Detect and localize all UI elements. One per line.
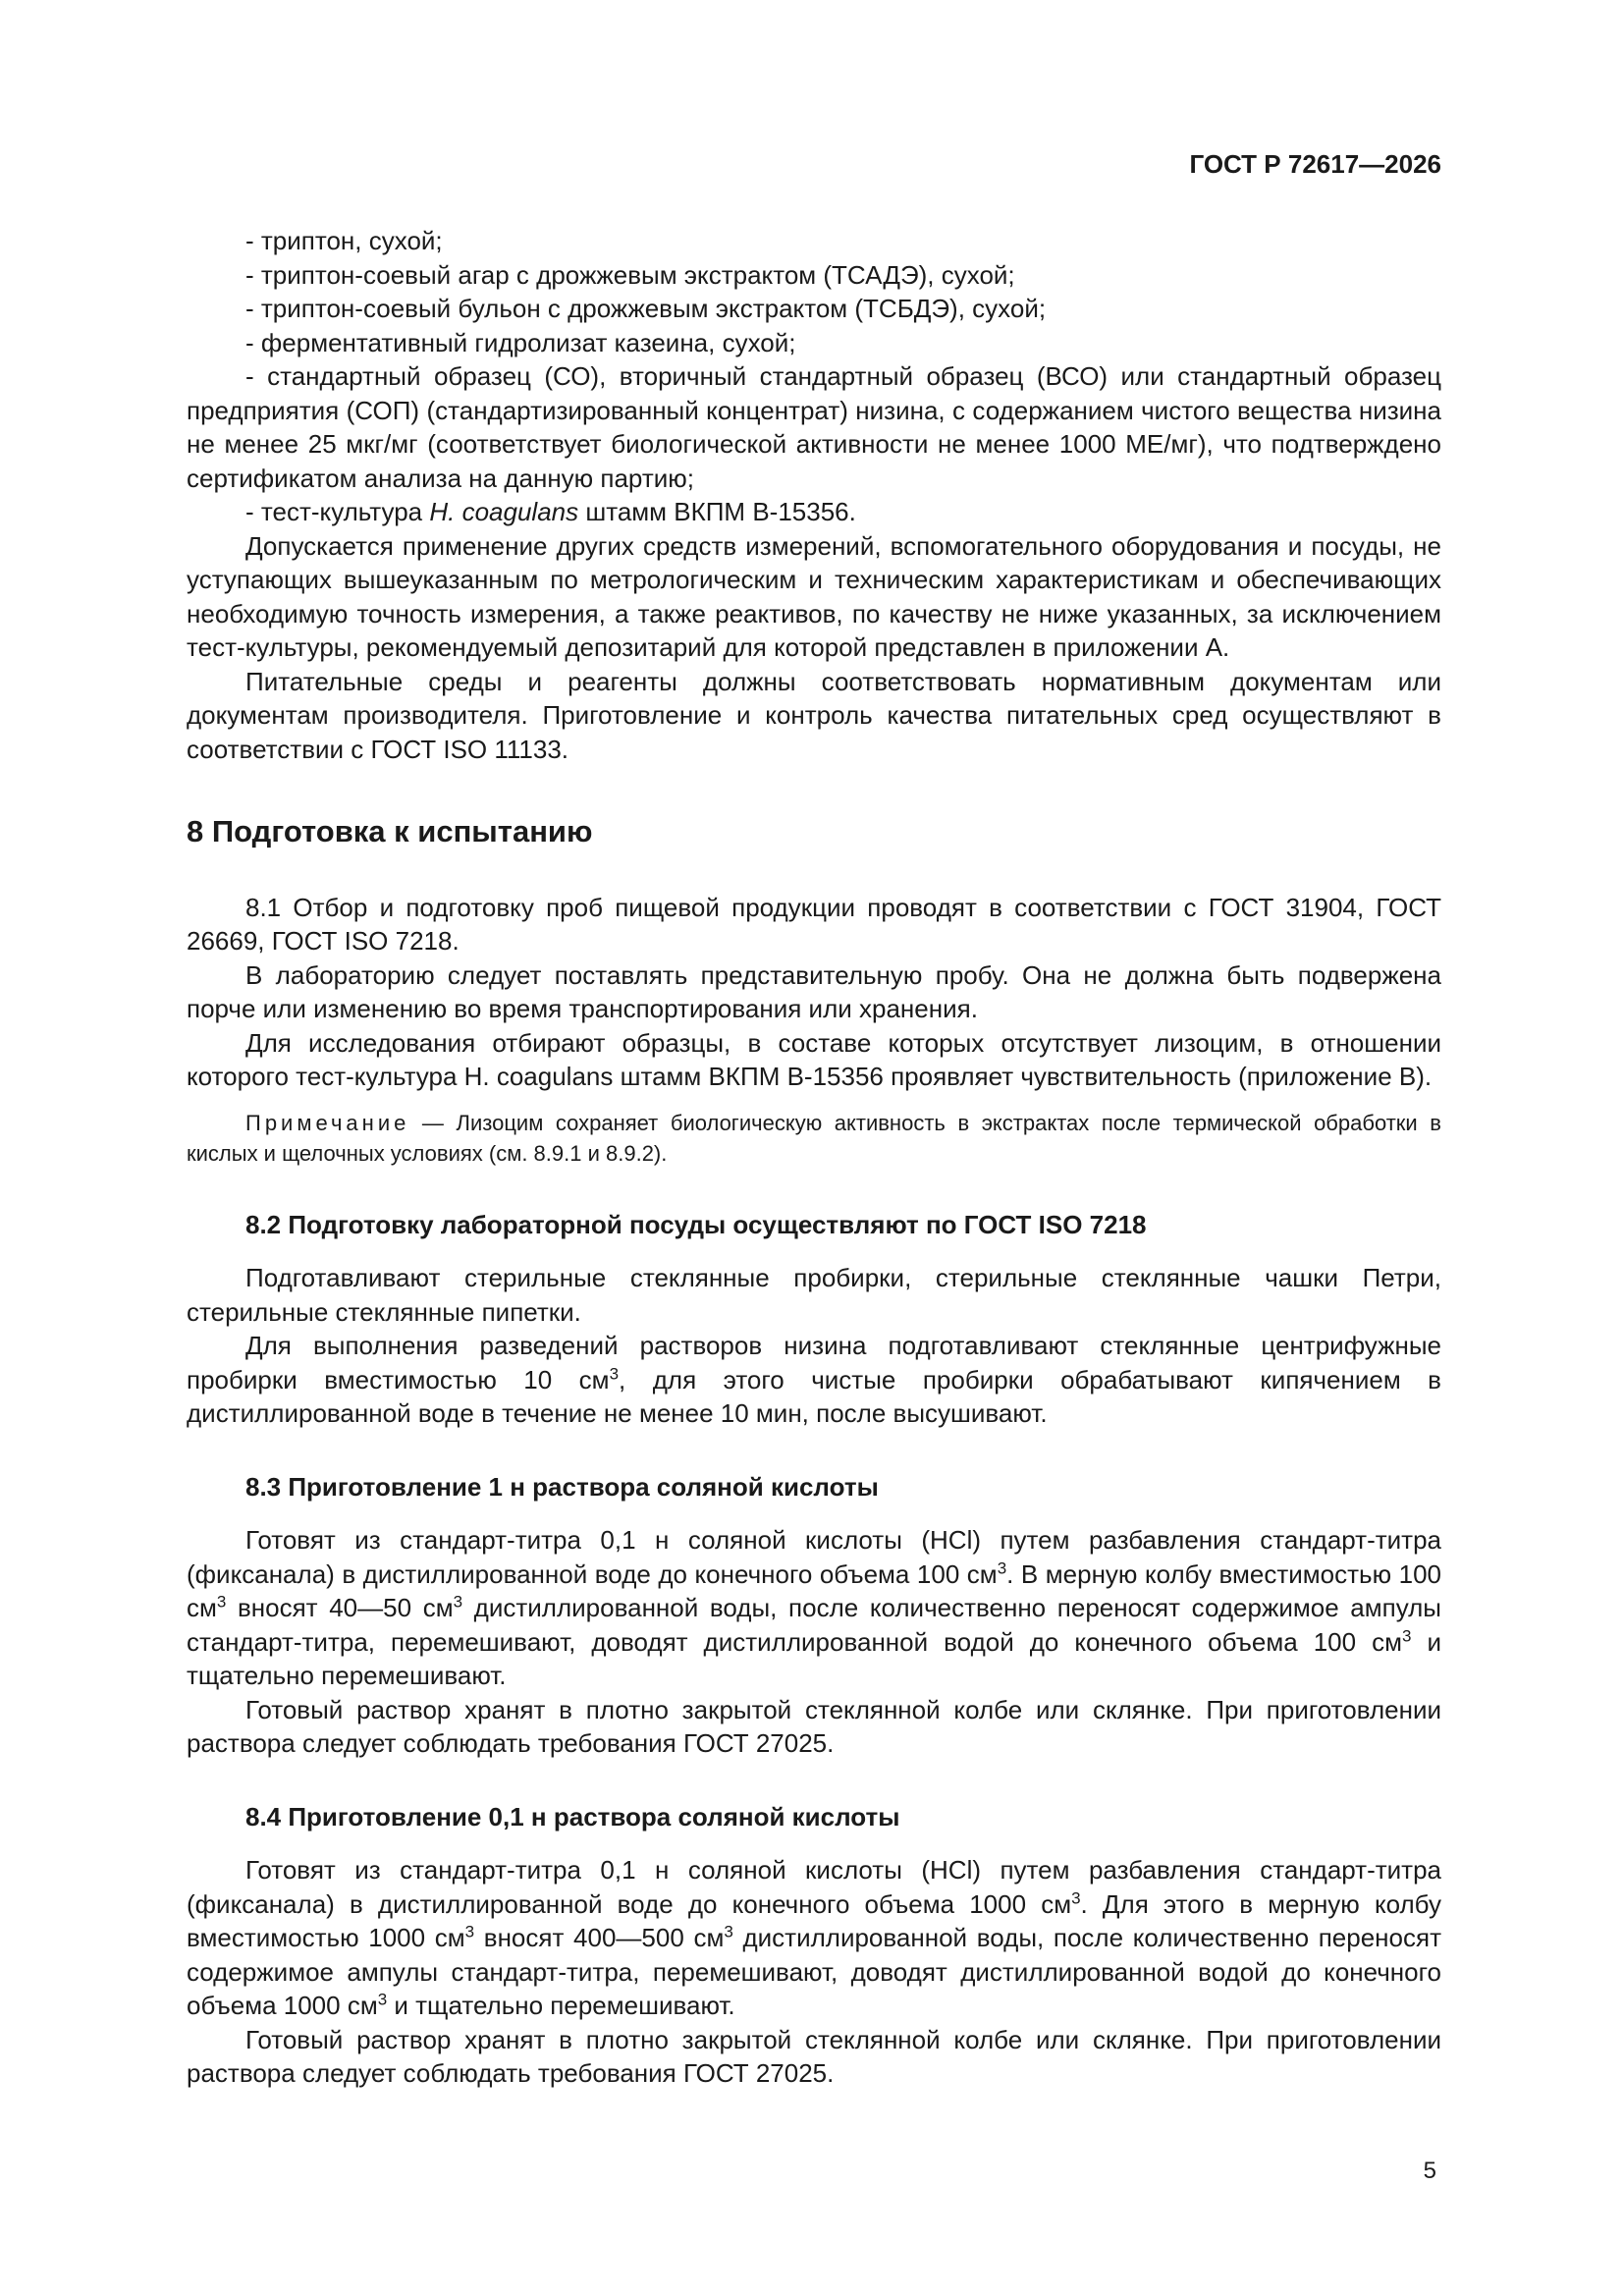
note: [187, 1108, 1441, 1169]
culture-name: H. coagulans: [429, 497, 579, 526]
paragraph: Готовят из стандарт-титра 0,1 н соляной кислоты (HCl) путем разбавления стандарт-титра (фиксанала) в дистиллированной воде до конечного объема 100 $см^3$. В мерную колбу вместимостью 100 $см^3$ вносят 40—50 $см^3$ дистиллированной воды, после количественно переносят содержимое ампулы стандарт-титра, перемешивают, доводят дистиллированной водой до конечного объема 100 $см^3$ и тщательно перемешивают.: [187, 1525, 1441, 1690]
culture-suffix: штамм ВКПМ В-15356.: [578, 497, 856, 526]
list-item: - ферментативный гидролизат казеина, сухой;: [245, 327, 796, 357]
document-header: ГОСТ Р 72617—2026: [1189, 149, 1441, 179]
paragraph-allowed: Допускается применение других средств измерений, вспомогательного оборудования и посуды, не уступающих вышеуказанным по метрологическим и техническим характеристикам и обеспечивающих необходимую точность измерения, а также реактивов, по качеству не ниже указанных, за исключением тест-культуры, рекомендуемый депозитарий для которой представлен в приложении А.: [187, 530, 1441, 662]
paragraph: В лабораторию следует поставлять представительную пробу. Она не должна быть подвержена порче или изменению во время транспортирования или хранения.: [187, 959, 1441, 1023]
paragraph: Для исследования отбирают образцы, в составе которых отсутствует лизоцим, в отношении которого тест-культура H. coagulans штамм ВКПМ В-15356 проявляет чувствительность (приложение В).: [187, 1027, 1441, 1091]
page-number: 5: [1423, 2158, 1436, 2184]
culture-prefix: - тест-культура: [245, 497, 430, 526]
subsection-heading: 8.2 Подготовку лабораторной посуды осуществляют по ГОСТ ISO 7218: [245, 1209, 1147, 1239]
note-label: Примечание: [245, 1110, 410, 1135]
paragraph: Готовый раствор хранят в плотно закрытой стеклянной колбе или склянке. При приготовлении раствора следует соблюдать требования ГОСТ 27025.: [187, 1694, 1441, 1758]
paragraph: Для выполнения разведений растворов низина подготавливают стеклянные центрифужные пробирки вместимостью 10 $см^3$, для этого чистые пробирки обрабатывают кипячением в дистиллированной воде в течение не менее 10 мин, после высушивают.: [187, 1331, 1441, 1428]
paragraph: Подготавливают стерильные стеклянные пробирки, стерильные стеклянные чашки Петри, стерильные стеклянные пипетки.: [187, 1263, 1441, 1327]
subsection-heading: 8.4 Приготовление 0,1 н раствора соляной кислоты: [245, 1801, 900, 1831]
paragraph: Готовят из стандарт-титра 0,1 н соляной кислоты (HCl) путем разбавления стандарт-титра (фиксанала) в дистиллированной воде до конечного объема 1000 $см^3$. Для этого в мерную колбу вместимостью 1000 $см^3$ вносят 400—500 $см^3$ дистиллированной воды, после количественно переносят содержимое ампулы стандарт-титра, перемешивают, доводят дистиллированной водой до конечного объема 1000 $см^3$ и тщательно перемешивают.: [187, 1855, 1441, 2020]
list-item: - триптон-соевый бульон с дрожжевым экстрактом (ТСБДЭ), сухой;: [245, 294, 1047, 323]
paragraph: 8.1 Отбор и подготовку проб пищевой продукции проводят в соответствии с ГОСТ 31904, ГОСТ 26669, ГОСТ ISO 7218.: [187, 892, 1441, 956]
note-text: — Лизоцим сохраняет биологическую активность в экстрактах после термической обработки в кислых и щелочных условиях (см. 8.9.1 и 8.9.2).: [187, 1110, 1441, 1166]
list-item: - стандартный образец (СО), вторичный стандартный образец (ВСО) или стандартный образец предприятия (СОП) (стандартизированный концентрат) низина, с содержанием чистого вещества низина не менее 25 мкг/мг (соответствует биологической активности не менее 1000 МЕ/мг), что подтверждено сертификатом анализа на данную партию;: [187, 361, 1441, 493]
paragraph: Готовый раствор хранят в плотно закрытой стеклянной колбе или склянке. При приготовлении раствора следует соблюдать требования ГОСТ 27025.: [187, 2024, 1441, 2088]
page-content: [187, 224, 1441, 2091]
list-item-culture: [187, 495, 1441, 529]
section-heading: 8 Подготовка к испытанию: [187, 814, 593, 848]
paragraph-media: Питательные среды и реагенты должны соответствовать нормативным документам или документам производителя. Приготовление и контроль качества питательных сред осуществляют в соответствии с ГОСТ ISO 11133.: [187, 666, 1441, 764]
subsection-heading: 8.3 Приготовление 1 н раствора соляной кислоты: [245, 1471, 879, 1502]
list-item: - триптон-соевый агар с дрожжевым экстрактом (ТСАДЭ), сухой;: [245, 259, 1015, 290]
list-item: - триптон, сухой;: [245, 226, 443, 255]
